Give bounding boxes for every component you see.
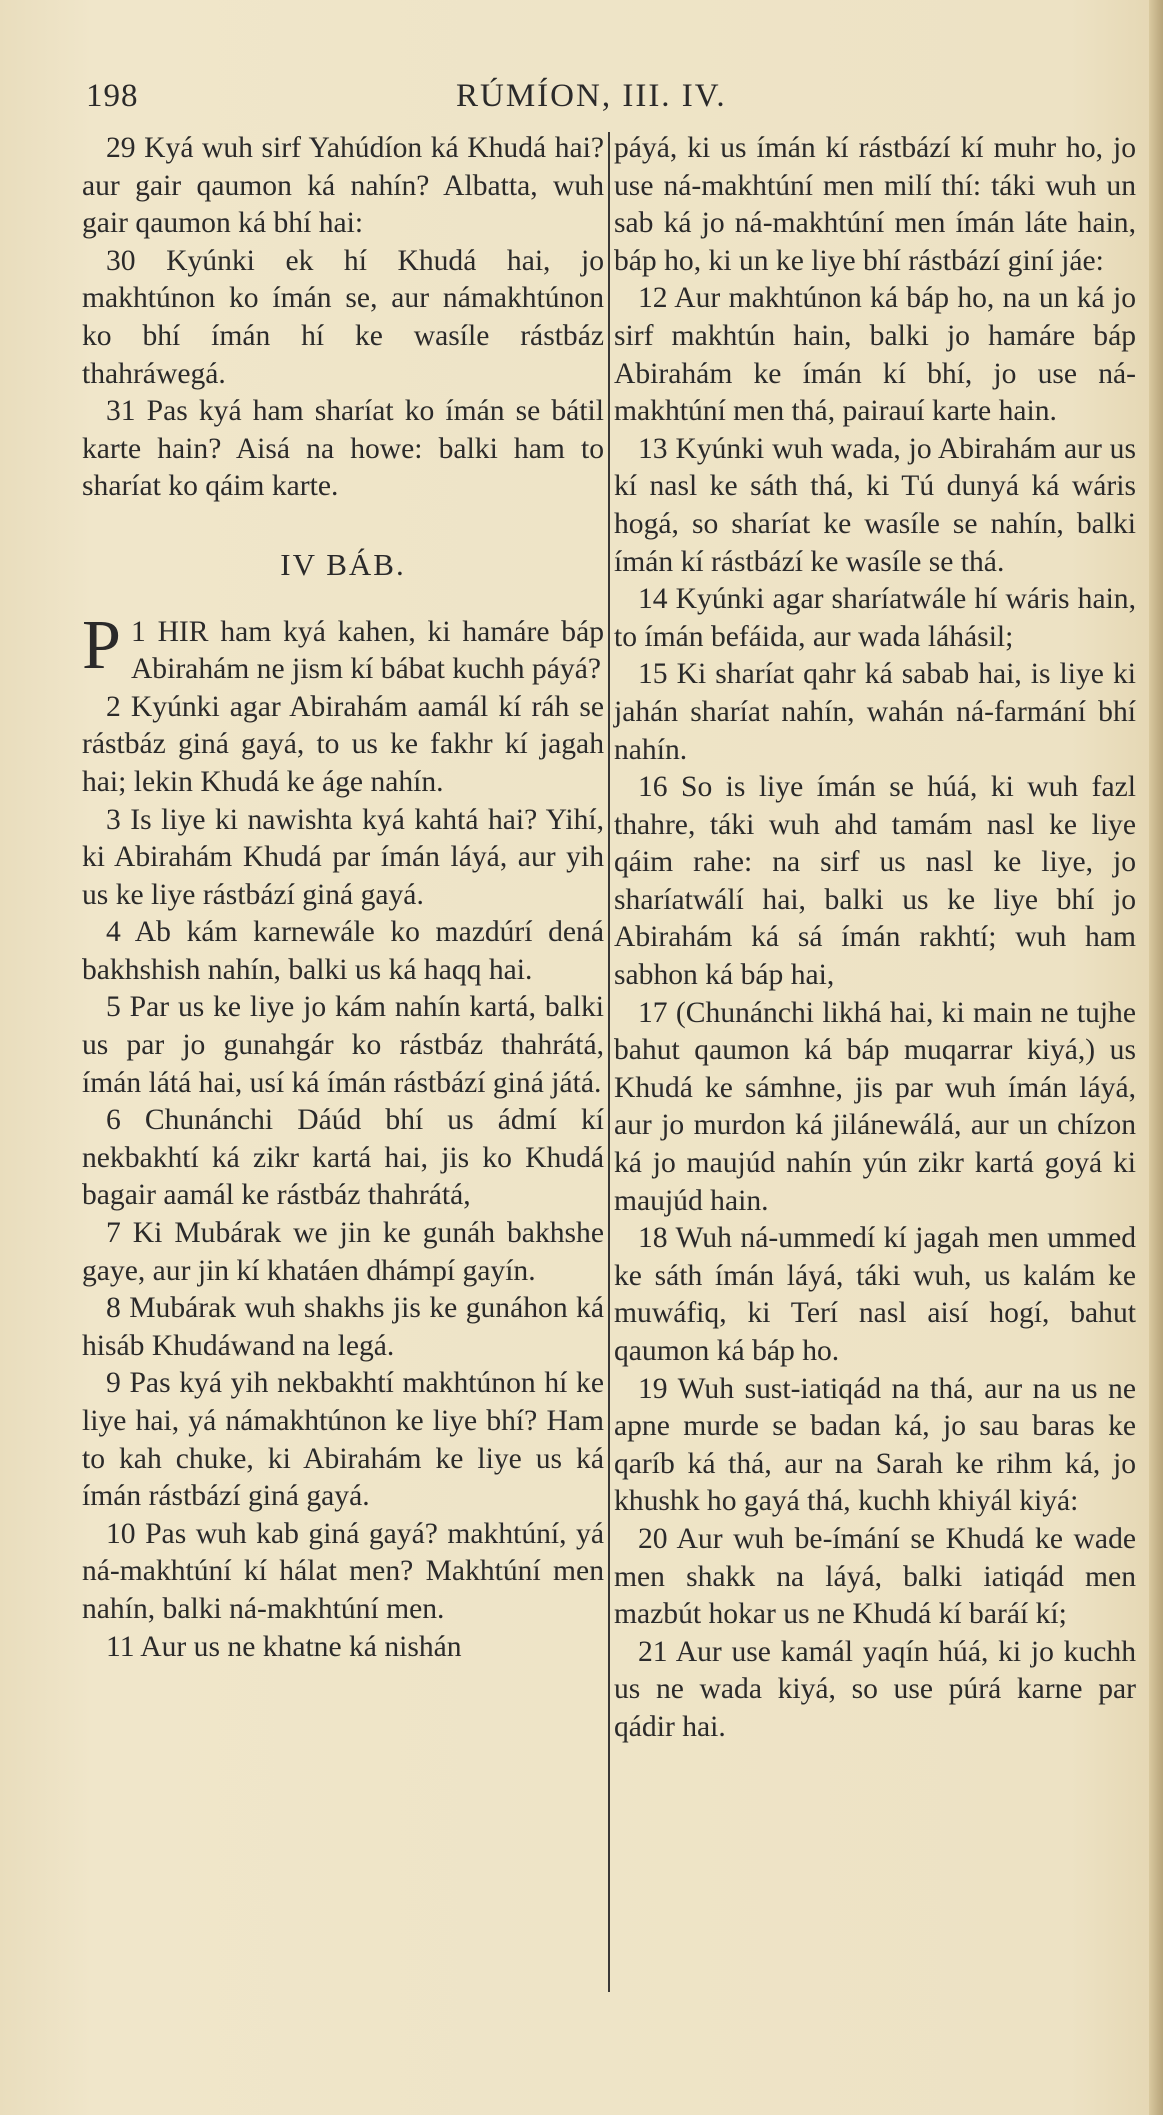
verse: 7 Ki Mubárak we jin ke gunáh bakhshe gaye, aur jin kí khatáen dhámpí gayín. (82, 1217, 604, 1287)
running-head: RÚMÍON, III. IV. (456, 78, 727, 114)
verse-first (82, 606, 605, 689)
verse: 3 Is liye ki nawishta kyá kahtá hai? Yihí, ki Abirahám Khudá par ímán láyá, aur yih us ke liye rástbází giná gayá. (82, 803, 604, 911)
verse: 30 Kyúnki ek hí Khudá hai, jo makhtúnon ko ímán se, aur námakhtúnon ko bhí ímán hí ke wasíle rástbáz thahráwegá. (82, 244, 604, 390)
verse: 10 Pas wuh kab giná gayá? makhtúní, yá ná-makhtúní kí hálat men? Makhtúní men nahín, balki ná-makhtúní men. (82, 1517, 604, 1625)
left-column (82, 130, 604, 1666)
chapter-heading: IV BÁB. (280, 546, 406, 582)
verse: 21 Aur use kamál yaqín húá, ki jo kuchh us ne wada kiyá, so use púrá karne par qádir hai. (614, 1635, 1136, 1743)
verse: 16 So is liye ímán se húá, ki wuh fazl thahre, táki wuh ahd tamám nasl ke liye qáim rahe: na sirf us nasl ke liye, jo sharíatwálí hai, balki us ke liye bhí jo Abirahám ká sá ímán rakhtí; wuh ham sabhon ká báp hai, (614, 771, 1136, 992)
verse: 31 Pas kyá ham sharíat ko ímán se bátil karte hain? Aisá na howe: balki ham to sharíat ko qáim karte. (82, 395, 604, 503)
right-column (614, 130, 1136, 1747)
page-edge (1149, 0, 1163, 2115)
page-header (86, 78, 1126, 128)
verse: 13 Kyúnki wuh wada, jo Abirahám aur us kí nasl ke sáth thá, ki Tú dunyá ká wáris hogá, so sharíat ke wasíle se nahín, balki ímán kí rástbází ke wasíle se thá. (614, 432, 1136, 578)
verse: 9 Pas kyá yih nekbakhtí makhtúnon hí ke liye hai, yá námakhtúnon ke liye bhí? Ham to kah chuke, ki Abirahám ke liye us ká ímán rástbází giná gayá. (82, 1367, 604, 1513)
verse: 19 Wuh sust-iatiqád na thá, aur na us ne apne murde se badan ká, jo sau baras ke qaríb ká thá, aur na Sarah ke rihm ká, jo khushk ho gayá thá, kuchh khiyál kiyá: (614, 1372, 1136, 1518)
verse: 20 Aur wuh be-ímání se Khudá ke wade men shakk na láyá, balki iatiqád men mazbút hokar us ne Khudá kí baráí kí; (614, 1522, 1136, 1631)
verse: 6 Chunánchi Dáúd bhí us ádmí kí nekbakhtí ká zikr kartá hai, jis ko Khudá bagair aamál ke rástbáz thahrátá, (82, 1104, 604, 1212)
verse: 17 (Chunánchi likhá hai, ki main ne tujhe bahut qaumon ká báp muqarrar kiyá,) us Khudá ke sámhne, jis par wuh ímán láyá, aur jo murdon ká jilánewálá, aur un chízon ká jo maujúd nahín yún zikr kartá goyá ki maujúd hain. (614, 996, 1136, 1217)
first-word-rest: HIR (157, 615, 209, 648)
verse: 15 Ki sharíat qahr ká sabab hai, is liye ki jahán sharíat nahín, wahán ná-farmání bhí nahín. (614, 658, 1136, 766)
first-verse-number: 1 (130, 615, 146, 648)
verse: 8 Mubárak wuh shakhs jis ke gunáhon ká hisáb Khudáwand na legá. (82, 1292, 604, 1362)
first-verse-text: ham kyá kahen, ki hamáre báp Abirahám ne jism kí bábat kuchh páyá? (130, 615, 605, 686)
verse-continued: páyá, ki us ímán kí rástbází kí muhr ho, jo use ná-makhtúní men milí thí: táki wuh un sab ká jo ná-makhtúní men ímán láte hain, báp ho, ki un ke liye bhí rástbází giní jáe: (614, 132, 1136, 277)
column-rule (608, 132, 610, 1992)
verse: 12 Aur makhtúnon ká báp ho, na un ká jo sirf makhtún hain, balki jo hamáre báp Abirahám ke ímán kí bhí, jo use ná-makhtúní men thá, pairauí karte hain. (614, 282, 1136, 428)
page-number: 198 (86, 78, 139, 114)
verse: 18 Wuh ná-ummedí kí jagah men ummed ke sáth ímán láyá, táki wuh, us kalám ke muwáfiq, ki Terí nasl aisí hogí, bahut qaumon ká báp ho. (614, 1222, 1136, 1367)
verse: 5 Par us ke liye jo kám nahín kartá, balki us par jo gunahgár ko rástbáz thahrátá, ímán látá hai, usí ká ímán rástbází giná játá. (82, 991, 604, 1099)
verse: 4 Ab kám karnewále ko mazdúrí dená bakhshish nahín, balki us ká haqq hai. (82, 916, 604, 986)
verse: 11 Aur us ne khatne ká nishán (106, 1630, 462, 1663)
verse: 29 Kyá wuh sirf Yahúdíon ká Khudá hai? aur gair qaumon ká nahín? Albatta, wuh gair qaumon ká bhí hai: (82, 132, 604, 240)
verse: 14 Kyúnki agar sharíatwále hí wáris hain, to ímán befáida, aur wada láhásil; (614, 583, 1136, 653)
dropcap-letter: P (82, 606, 121, 684)
verse: 2 Kyúnki agar Abirahám aamál kí ráh se rástbáz giná gayá, to us ke fakhr kí jagah hai; lekin Khudá ke áge nahín. (82, 690, 604, 798)
